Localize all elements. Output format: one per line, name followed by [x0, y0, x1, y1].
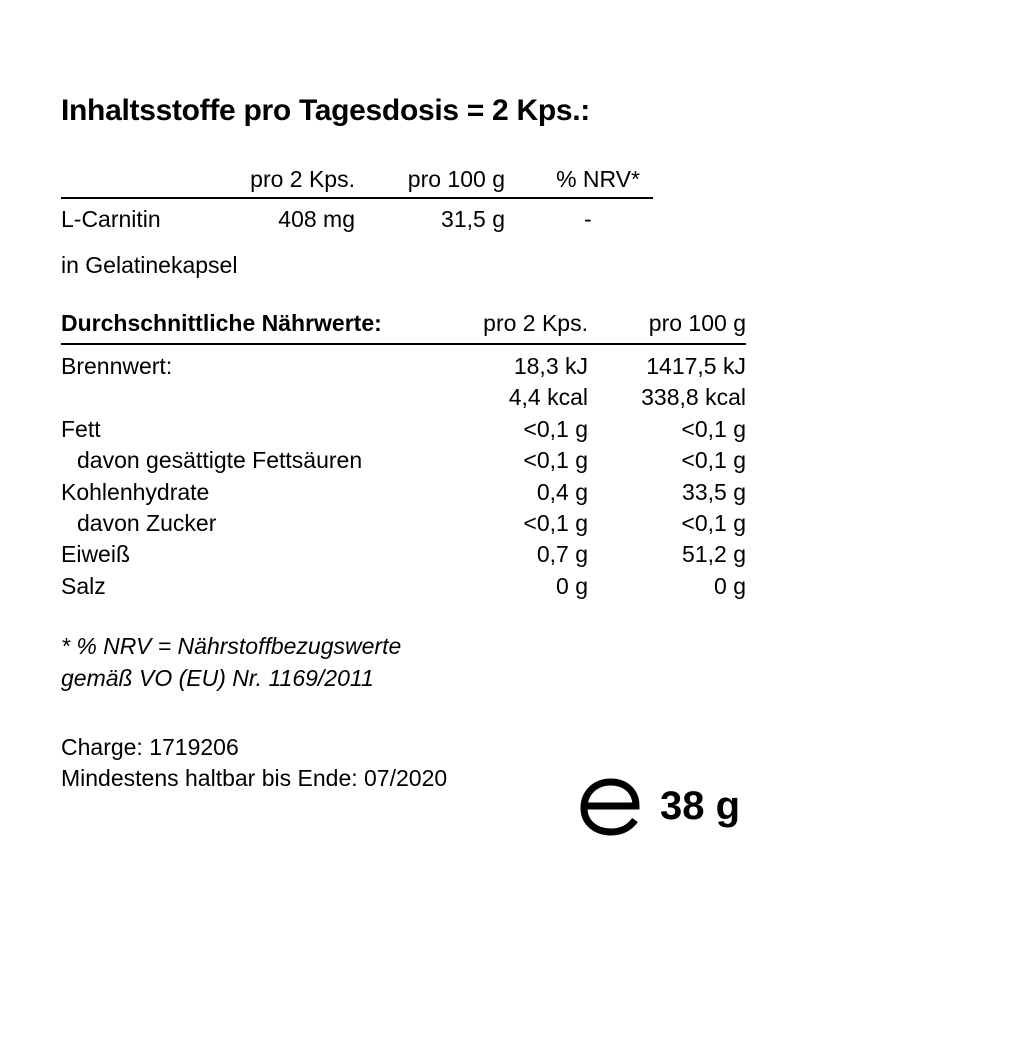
ingredients-header-per-100g: pro 100 g [407, 166, 505, 192]
page-title: Inhaltsstoffe pro Tagesdosis = 2 Kps.: [61, 94, 590, 127]
table-row-label: Salz [61, 573, 106, 599]
table-row-value-dose: <0,1 g [523, 447, 588, 473]
table-row-value-100g: <0,1 g [681, 447, 746, 473]
nutrition-divider [61, 343, 746, 345]
best-before-date: Mindestens haltbar bis Ende: 07/2020 [61, 765, 448, 791]
ingredient-per-100g: 31,5 g [441, 206, 505, 232]
ingredients-header-nrv: % NRV* [556, 166, 640, 192]
table-row-label: davon Zucker [77, 510, 217, 536]
table-row-value-dose: <0,1 g [523, 510, 588, 536]
table-row-value-dose: 4,4 kcal [508, 384, 588, 410]
ingredient-name: L-Carnitin [61, 206, 161, 232]
nutrition-header-per-dose: pro 2 Kps. [483, 310, 588, 336]
nutrition-heading: Durchschnittliche Nährwerte: [61, 310, 382, 336]
table-row-label: Eiweiß [61, 541, 131, 567]
table-row-label: Brennwert: [61, 353, 173, 379]
table-row-label: Fett [61, 416, 101, 442]
table-row-value-100g: 0 g [714, 573, 746, 599]
capsule-note: in Gelatinekapsel [61, 252, 238, 278]
table-row-value-100g: <0,1 g [681, 510, 746, 536]
table-row-value-dose: <0,1 g [523, 416, 588, 442]
table-row-value-dose: 18,3 kJ [513, 353, 588, 379]
table-row-label: davon gesättigte Fettsäuren [77, 447, 363, 473]
table-row-value-100g: <0,1 g [681, 416, 746, 442]
nutrition-header-per-100g: pro 100 g [648, 310, 746, 336]
ingredients-divider [61, 197, 653, 199]
estimated-sign-icon [578, 778, 644, 836]
table-row-value-dose: 0,4 g [536, 479, 588, 505]
ingredient-per-dose: 408 mg [278, 206, 355, 232]
table-row-value-100g: 33,5 g [682, 479, 746, 505]
net-weight: 38 g [660, 784, 741, 828]
ingredients-header-per-dose: pro 2 Kps. [250, 166, 355, 192]
table-row-value-100g: 1417,5 kJ [646, 353, 746, 379]
table-row-value-100g: 51,2 g [682, 541, 746, 567]
table-row-label: Kohlenhydrate [61, 479, 210, 505]
batch-number: Charge: 1719206 [61, 734, 239, 760]
table-row-value-dose: 0 g [556, 573, 588, 599]
table-row-value-dose: 0,7 g [536, 541, 588, 567]
nrv-footnote: * % NRV = Nährstoffbezugswerte [61, 633, 402, 659]
regulation-footnote: gemäß VO (EU) Nr. 1169/2011 [61, 665, 374, 691]
ingredient-nrv: - [584, 206, 592, 232]
table-row-value-100g: 338,8 kcal [641, 384, 746, 410]
